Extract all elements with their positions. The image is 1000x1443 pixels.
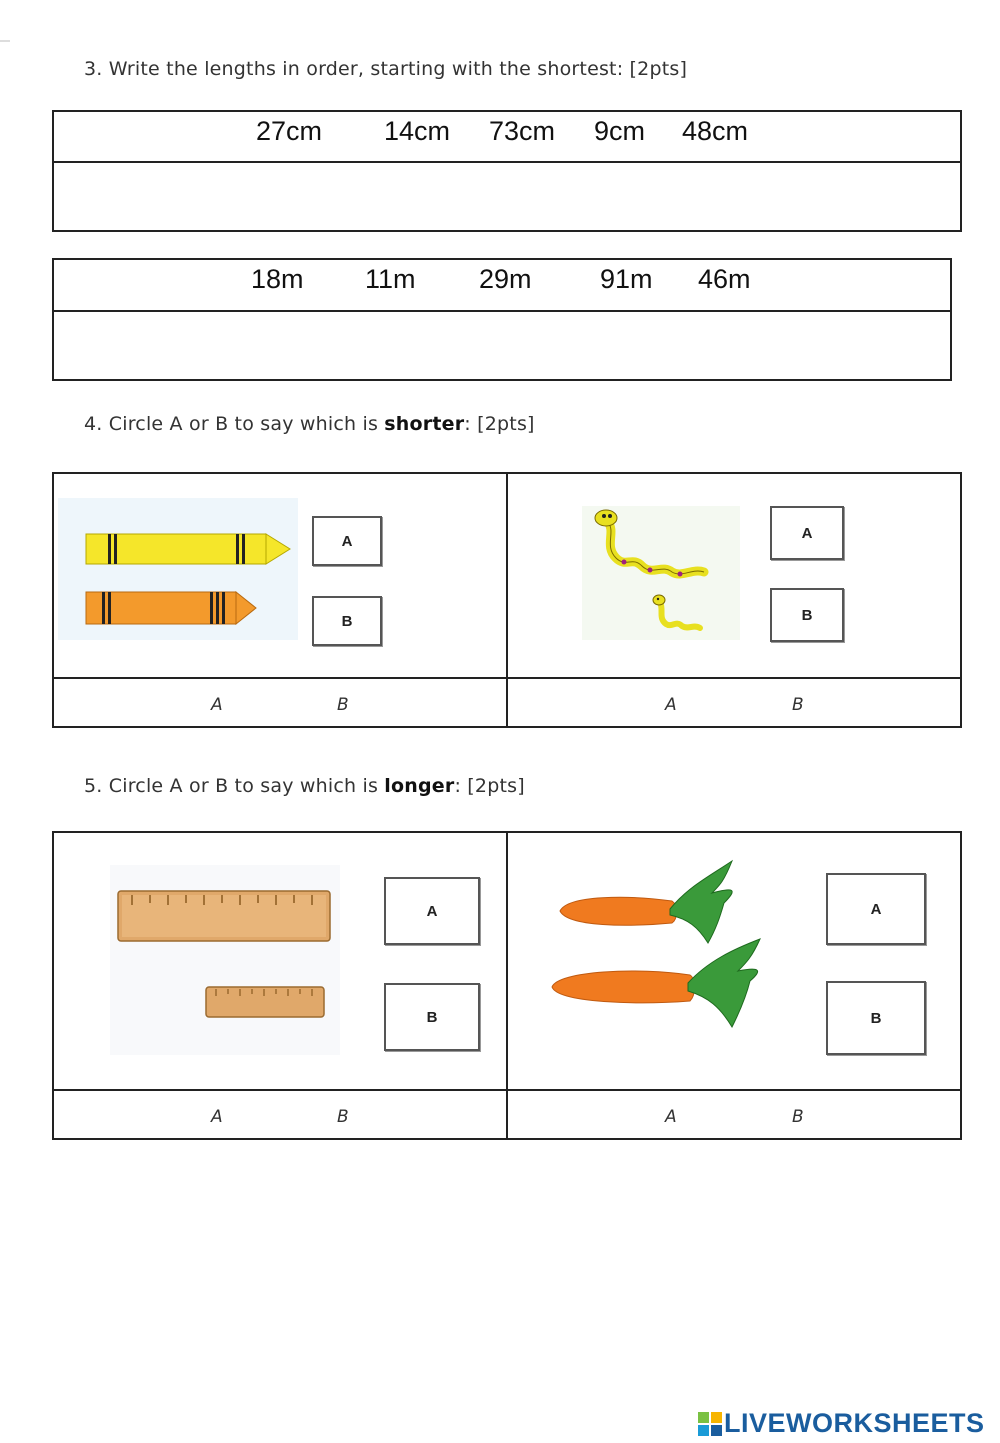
crayons-image: [58, 498, 298, 640]
snakes-image: [582, 506, 740, 640]
q4-table: [52, 472, 962, 728]
option-a[interactable]: A: [211, 695, 223, 715]
question-3-title: 3. Write the lengths in order, starting with the shortest: [2pts]: [84, 58, 688, 80]
option-b[interactable]: B: [792, 695, 804, 715]
label-box-a: A: [770, 506, 844, 560]
answer-field-m[interactable]: [54, 312, 950, 379]
lengths-row-m: [54, 260, 950, 312]
liveworksheets-logo: [698, 1408, 985, 1439]
grid-logo-icon: [698, 1412, 722, 1436]
length-value: 9cm: [594, 116, 646, 146]
option-b[interactable]: B: [792, 1107, 804, 1127]
length-value: 14cm: [384, 116, 451, 146]
label-box-b: B: [312, 596, 382, 646]
label-box-a: A: [312, 516, 382, 566]
question-4-title: 4. Circle A or B to say which is shorter: [2pts]: [84, 413, 535, 435]
lengths-row-cm: [54, 112, 960, 163]
option-a[interactable]: A: [665, 1107, 677, 1127]
keyword-longer: longer: [384, 775, 455, 797]
option-a[interactable]: A: [665, 695, 677, 715]
label-box-b: B: [384, 983, 480, 1051]
keyword-shorter: shorter: [384, 413, 465, 435]
page-corner-mark: [0, 40, 10, 42]
length-value: 18m: [251, 264, 304, 294]
ruler-b: [206, 987, 324, 1017]
ruler-a: [118, 891, 330, 941]
length-value: 11m: [365, 264, 416, 294]
rulers-image: [110, 865, 340, 1055]
question-5-title: 5. Circle A or B to say which is longer: [2pts]: [84, 775, 525, 797]
crayon-b: [86, 592, 256, 624]
carrot-a: [560, 861, 732, 943]
length-value: 73cm: [489, 116, 556, 146]
length-value: 29m: [479, 264, 532, 294]
lengths-box-cm: [52, 110, 962, 232]
length-value: 46m: [698, 264, 751, 294]
length-value: 91m: [600, 264, 653, 294]
lengths-box-m: [52, 258, 952, 381]
option-b[interactable]: B: [337, 695, 349, 715]
label-box-b: B: [770, 588, 844, 642]
label-box-b: B: [826, 981, 926, 1055]
crayon-a: [86, 534, 290, 564]
length-value: 48cm: [682, 116, 749, 146]
carrots-image: [548, 857, 778, 1047]
carrot-b: [552, 939, 760, 1027]
option-a[interactable]: A: [211, 1107, 223, 1127]
label-box-a: A: [384, 877, 480, 945]
answer-field-cm[interactable]: [54, 162, 960, 230]
option-b[interactable]: B: [337, 1107, 349, 1127]
q5-table: [52, 831, 962, 1140]
brand-name: LIVEWORKSHEETS: [724, 1408, 985, 1438]
label-box-a: A: [826, 873, 926, 945]
length-value: 27cm: [256, 116, 323, 146]
